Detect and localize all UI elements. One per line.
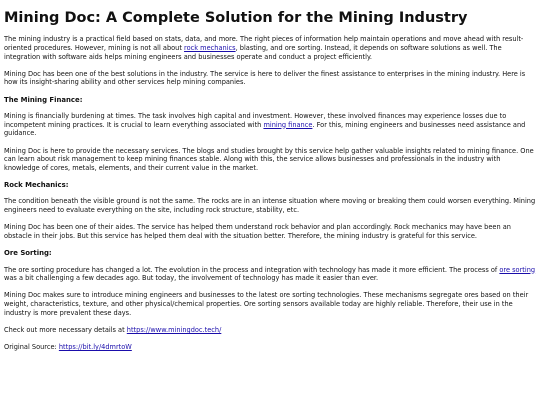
ore-text-after: was a bit challenging a few decades ago. But today, the involvement of technology has made it easier than ever.	[4, 274, 379, 283]
rock-mechanics-paragraph-2: Mining Doc has been one of their aides. The service has helped them understand rock behavior and plan accordingly. Rock mechanics may have been an obstacle in their jobs. But this service has helped them deal with the situation better. Therefore, the mining industry is grateful for this service.	[4, 223, 511, 241]
overview-paragraph: Mining Doc has been one of the best solutions in the industry. The service is here to deliver the finest assistance to enterprises in the mining industry. Here is how its insight-sharing ability and other services help mining companies.	[4, 69, 526, 87]
section-heading-ore-sorting: Ore Sorting:	[4, 249, 52, 258]
checkout-text: Check out more necessary details at	[4, 326, 127, 335]
source-text: Original Source:	[4, 343, 59, 352]
rock-mechanics-paragraph-1: The condition beneath the visible ground is not the same. The rocks are in an intense situation where moving or breaking them could worsen everything. Mining engineers need to evaluate everything on the site, including rock structure, stability, etc.	[4, 197, 536, 215]
source-line	[4, 343, 536, 352]
page-title: Mining Doc: A Complete Solution for the Mining Industry	[4, 10, 468, 26]
mining-finance-link[interactable]: mining finance	[263, 120, 313, 129]
original-source-link[interactable]: https://bit.ly/4dmrtoW	[58, 343, 132, 352]
ore-sorting-paragraph-1	[4, 266, 536, 283]
finance-text-after: . For this, mining engineers and businesses need assistance and guidance.	[4, 120, 526, 138]
intro-text-before: The mining industry is a practical field based on stats, data, and more. The right pieces of information help maintain operations and move ahead with result-oriented procedures. However, mining is not all about	[4, 35, 524, 52]
ore-sorting-paragraph-2: Mining Doc makes sure to introduce mining engineers and businesses to the latest ore sorting technologies. These mechanisms segregate ores based on their weight, characteristics, texture, and other physical/chemical properties. Ore sorting sensors available today are highly reliable. Therefore, their use in the industry is more prevalent these days.	[4, 291, 529, 317]
mining-finance-paragraph-2: Mining Doc is here to provide the necessary services. The blogs and studies brought by this service help gather valuable insights related to mining finance. One can learn about risk management to keep mining finances stable. Along with this, the service allows businesses and professionals in the industry with knowledge of cores, metals, elements, and their current value in the market.	[4, 146, 534, 172]
section-heading-mining-finance: The Mining Finance:	[4, 95, 83, 104]
intro-text-after: , blasting, and ore sorting. Instead, it depends on software solutions as well. The integration with software aids helps mining engineers and businesses operate and conduct a project efficiently.	[4, 43, 502, 61]
miningdoc-website-link[interactable]: https://www.miningdoc.tech/	[126, 326, 222, 335]
finance-text-before: Mining is financially burdening at times. The task involves high capital and investment. However, these involved finances may experience losses due to incompetent mining practices. It is crucial to learn everything associated with	[4, 111, 507, 129]
mining-finance-paragraph-1	[4, 112, 536, 138]
rock-mechanics-link[interactable]: rock mechanics	[184, 43, 236, 52]
intro-paragraph	[4, 35, 536, 61]
ore-sorting-link[interactable]: ore sorting	[499, 265, 536, 274]
ore-text-before: The ore sorting procedure has changed a lot. The evolution in the process and integration with technology has made it more efficient. The process of	[4, 265, 500, 274]
checkout-line	[4, 326, 536, 335]
section-heading-rock-mechanics: Rock Mechanics:	[4, 181, 69, 190]
